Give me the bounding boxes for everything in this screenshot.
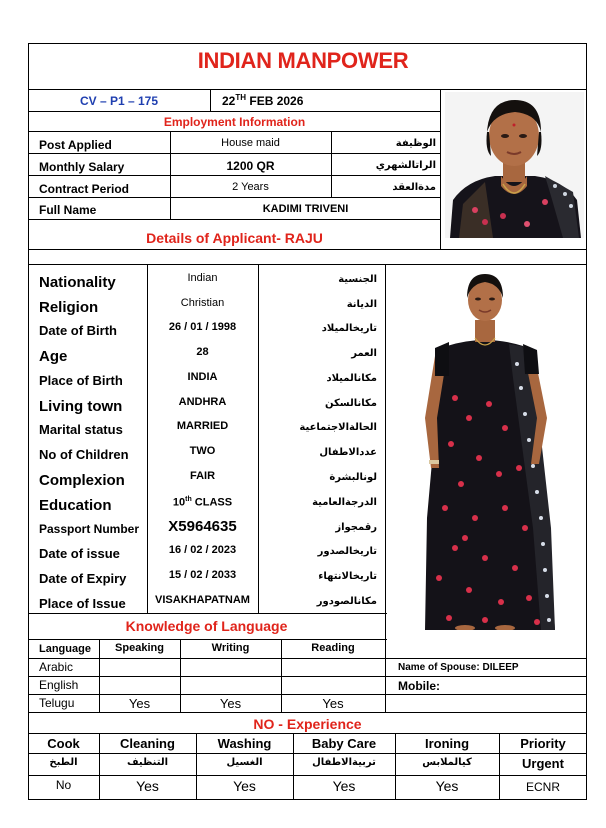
language-writing: Yes	[219, 696, 242, 711]
detail-label: Place of Birth	[39, 373, 123, 388]
detail-label: Date of Birth	[39, 323, 117, 338]
skill-name: Cleaning	[120, 736, 175, 751]
detail-value: 15 / 02 / 2033	[168, 569, 237, 581]
skill-arabic: الغسيل	[226, 757, 263, 768]
detail-value: FAIR	[189, 470, 216, 482]
detail-arabic: مكانالسكن	[324, 398, 377, 409]
skill-value: Yes	[233, 778, 256, 794]
applicant-portrait-photo	[445, 92, 584, 238]
detail-value: ANDHRA	[178, 396, 227, 408]
full-name-value: KADIMI TRIVENI	[262, 203, 349, 215]
spouse-label: Name of Spouse:	[398, 662, 480, 673]
detail-arabic: عددالاطفال	[319, 447, 377, 458]
detail-arabic: العمر	[351, 348, 377, 359]
detail-label: Nationality	[39, 274, 116, 291]
detail-arabic: الجنسية	[338, 274, 377, 285]
detail-label: Complexion	[39, 472, 125, 489]
language-speaking: Yes	[128, 696, 151, 711]
skill-name: Washing	[217, 736, 272, 751]
detail-arabic: رقمجواز	[335, 522, 377, 533]
detail-arabic: تاريخالانتهاء	[318, 571, 377, 582]
detail-value: VISAKHAPATNAM	[155, 594, 250, 606]
employment-arabic: الراتالشهري	[375, 160, 436, 171]
detail-value: Indian	[187, 272, 218, 284]
language-header: Reading	[311, 642, 355, 654]
employment-label: Post Applied	[39, 138, 112, 152]
detail-label: Passport Number	[39, 522, 140, 536]
detail-arabic: الديانة	[346, 299, 377, 310]
full-name-label: Full Name	[39, 203, 97, 217]
employment-label: Contract Period	[39, 182, 130, 196]
detail-arabic: تاريخالصدور	[317, 546, 377, 557]
detail-value: 10th CLASS	[172, 496, 233, 509]
spouse-value: DILEEP	[482, 662, 519, 673]
skill-arabic: التنظيف	[126, 757, 169, 768]
skill-arabic: كيالملابس	[422, 757, 472, 768]
language-name: Arabic	[39, 660, 74, 674]
language-reading: Yes	[322, 696, 344, 711]
detail-label: No of Children	[39, 447, 129, 462]
detail-value: INDIA	[187, 371, 218, 383]
language-heading: Knowledge of Language	[125, 618, 288, 634]
detail-value: 16 / 02 / 2023	[168, 544, 237, 556]
company-title: INDIAN MANPOWER	[197, 48, 409, 73]
employment-value: 1200 QR	[226, 159, 275, 173]
priority-value: Urgent	[522, 756, 564, 771]
detail-label: Age	[39, 348, 68, 365]
detail-label: Education	[39, 497, 112, 514]
experience-heading: NO - Experience	[253, 716, 362, 732]
skill-value: Yes	[435, 778, 459, 794]
language-header: Language	[39, 643, 91, 655]
detail-label: Religion	[39, 299, 99, 316]
detail-arabic: لونالبشرة	[329, 472, 377, 483]
priority-label: Priority	[520, 736, 566, 751]
detail-label: Place of Issue	[39, 596, 126, 611]
mobile-label: Mobile:	[398, 679, 440, 693]
detail-value: TWO	[189, 445, 216, 457]
skill-name: Baby Care	[311, 736, 377, 751]
detail-label: Date of issue	[39, 546, 120, 561]
detail-value: 28	[196, 346, 209, 358]
language-name: Telugu	[39, 696, 75, 710]
detail-arabic: الدرجةالعامية	[312, 497, 377, 508]
employment-heading: Employment Information	[163, 115, 306, 129]
skill-arabic: الطبخ	[49, 757, 78, 768]
skill-value: Yes	[332, 778, 356, 794]
detail-value: X5964635	[168, 518, 237, 535]
detail-arabic: تاريخالميلاد	[321, 323, 377, 334]
cv-reference: CV – P1 – 175	[79, 94, 159, 108]
detail-arabic: مكانالصودور	[316, 596, 377, 607]
detail-value: 26 / 01 / 1998	[168, 321, 237, 333]
employment-arabic: الوظيفة	[395, 138, 436, 149]
skill-name: Ironing	[424, 736, 470, 751]
detail-value: Christian	[180, 297, 225, 309]
language-header: Speaking	[115, 642, 164, 654]
language-name: English	[39, 678, 79, 692]
detail-arabic: مكانالميلاد	[326, 373, 377, 384]
applicant-heading: Details of Applicant- RAJU	[146, 230, 323, 246]
detail-label: Living town	[39, 398, 123, 415]
detail-arabic: الحالةالاجتماعية	[299, 422, 377, 433]
spouse-field	[398, 663, 519, 673]
priority-status: ECNR	[525, 780, 560, 794]
skill-arabic: تربيةالاطفال	[312, 757, 376, 768]
applicant-full-photo	[405, 268, 565, 630]
detail-label: Date of Expiry	[39, 571, 127, 586]
detail-label: Marital status	[39, 422, 123, 437]
cv-date: 22TH FEB 2026	[222, 93, 304, 108]
employment-value: House maid	[221, 137, 280, 149]
skill-value: No	[55, 778, 72, 792]
language-header: Writing	[211, 642, 250, 654]
skill-name: Cook	[47, 736, 80, 751]
detail-value: MARRIED	[176, 420, 229, 432]
skill-value: Yes	[136, 778, 159, 794]
employment-arabic: مدةالعقد	[392, 182, 436, 193]
employment-value: 2 Years	[232, 181, 269, 193]
employment-label: Monthly Salary	[39, 160, 125, 174]
